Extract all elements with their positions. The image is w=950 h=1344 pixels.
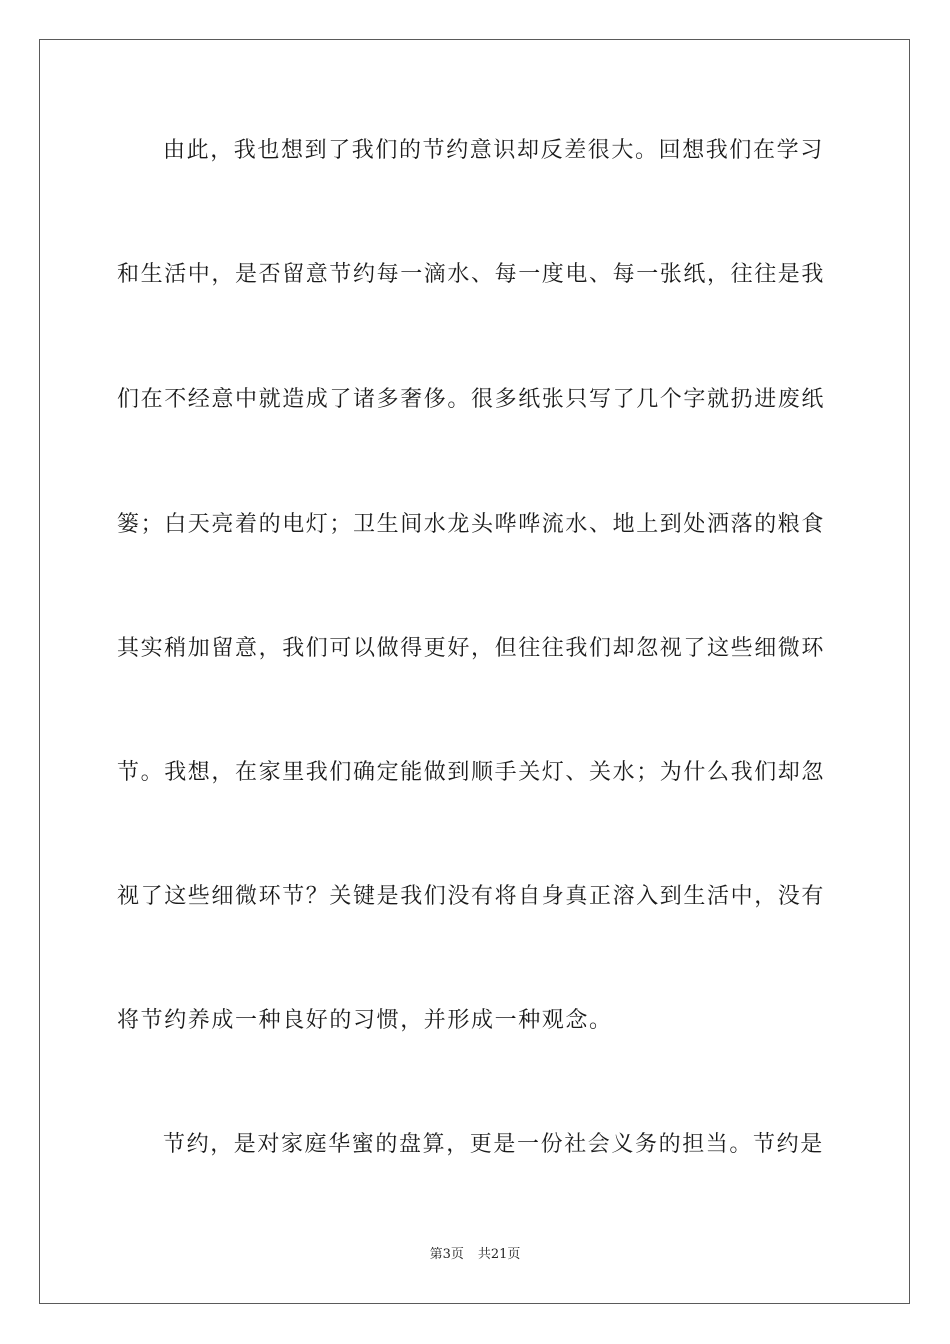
paragraph-1-line-1: 由此，我也想到了我们的节约意识却反差很大。回想我们在学习 xyxy=(163,138,824,163)
page-number: 第3页 xyxy=(429,1247,464,1262)
paragraph-2-line-1: 节约，是对家庭华蜜的盘算，更是一份社会义务的担当。节约是 xyxy=(163,1132,824,1157)
paragraph-1-line-2: 和生活中，是否留意节约每一滴水、每一度电、每一张纸，往往是我 xyxy=(117,262,826,287)
page-footer xyxy=(0,1246,950,1264)
total-pages: 共21页 xyxy=(477,1247,521,1262)
page-border xyxy=(39,39,910,1304)
paragraph-1-line-7: 视了这些细微环节？关键是我们没有将自身真正溶入到生活中，没有 xyxy=(117,884,826,909)
paragraph-1-line-6: 节。我想，在家里我们确定能做到顺手关灯、关水；为什么我们却忽 xyxy=(117,760,826,785)
paragraph-1-line-8: 将节约养成一种良好的习惯，并形成一种观念。 xyxy=(117,1008,613,1033)
paragraph-1-line-5: 其实稍加留意，我们可以做得更好，但往往我们却忽视了这些细微环 xyxy=(117,636,826,661)
paragraph-1-line-4: 篓；白天亮着的电灯；卫生间水龙头哗哗流水、地上到处洒落的粮食 xyxy=(117,512,826,537)
paragraph-1-line-3: 们在不经意中就造成了诸多奢侈。很多纸张只写了几个字就扔进废纸 xyxy=(117,387,826,412)
